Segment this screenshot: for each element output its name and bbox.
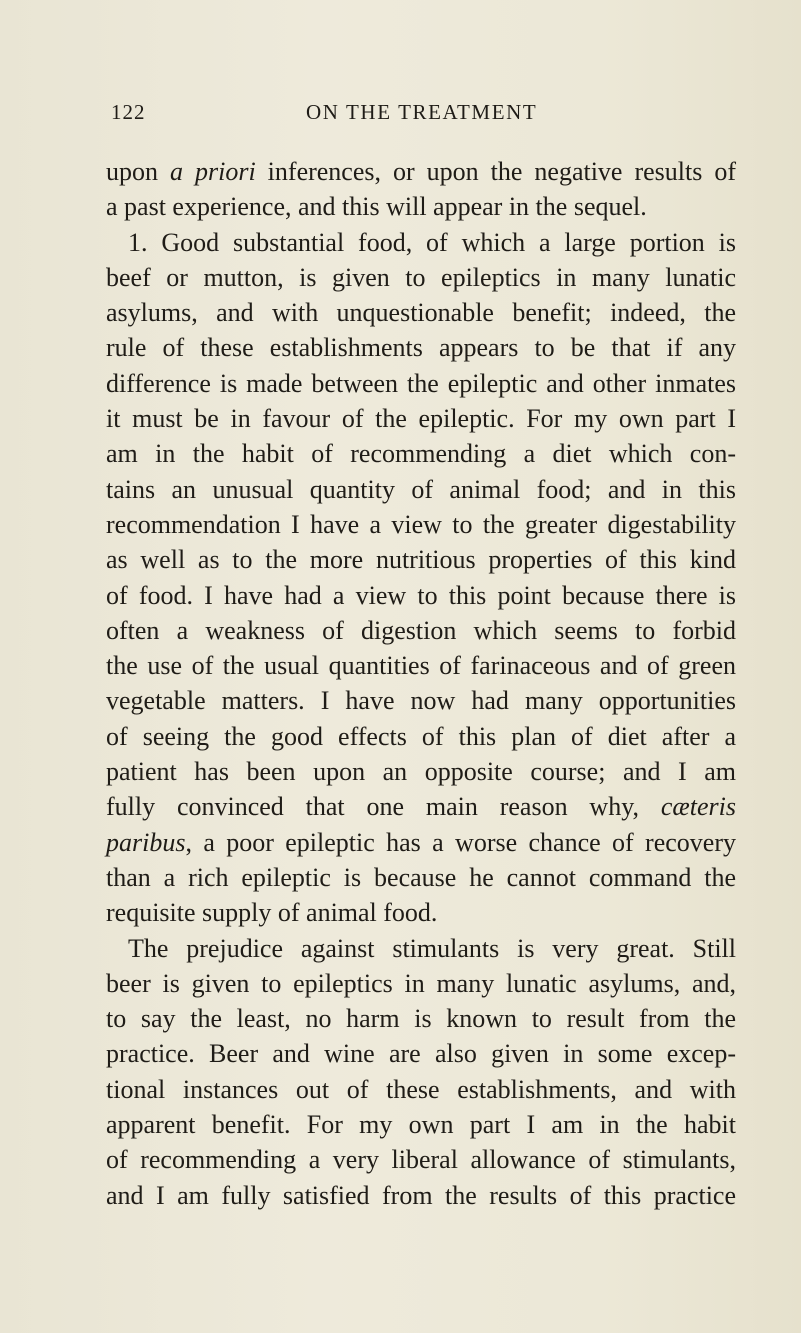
text-line bbox=[106, 895, 736, 930]
text-line bbox=[106, 1107, 736, 1142]
text-line bbox=[106, 1178, 736, 1213]
text-line bbox=[106, 1142, 736, 1177]
text-segment: patient has been upon an opposite course; and I am bbox=[106, 757, 736, 787]
text-segment: tional instances out of these establishments, and with bbox=[106, 1074, 736, 1104]
text-segment: inferences, or upon the negative results of bbox=[255, 157, 736, 186]
text-line bbox=[106, 1001, 736, 1036]
text-segment: than a rich epileptic is because he cannot command the bbox=[106, 862, 736, 892]
page-number: 122 bbox=[111, 100, 146, 124]
text-segment: requisite supply of animal food. bbox=[106, 898, 438, 928]
text-segment: beer is given to epileptics in many lunatic asylums, and, bbox=[106, 968, 736, 998]
text-line bbox=[106, 683, 736, 718]
italic-text: a priori bbox=[170, 157, 256, 186]
text-line bbox=[106, 401, 736, 436]
text-line bbox=[106, 1036, 736, 1071]
text-line bbox=[106, 295, 736, 330]
text-segment: of food. I have had a view to this point because there is bbox=[106, 580, 736, 610]
text-segment: apparent benefit. For my own part I am in the habit bbox=[106, 1110, 736, 1140]
text-line bbox=[106, 648, 736, 683]
text-segment: upon bbox=[106, 157, 170, 186]
text-segment: , a poor epileptic has a worse chance of recovery bbox=[185, 827, 736, 857]
body-text bbox=[106, 154, 736, 1213]
text-line bbox=[106, 613, 736, 648]
text-line bbox=[106, 472, 736, 507]
text-line bbox=[106, 436, 736, 471]
text-segment: it must be in favour of the epileptic. For my own part I bbox=[106, 404, 736, 434]
text-line bbox=[106, 154, 736, 189]
text-segment: to say the least, no harm is known to result from the bbox=[106, 1004, 736, 1034]
text-line bbox=[106, 825, 736, 860]
text-segment: am in the habit of recommending a diet which con- bbox=[106, 439, 736, 469]
text-segment: a past experience, and this will appear in the sequel. bbox=[106, 192, 647, 222]
italic-text: paribus bbox=[106, 827, 186, 857]
text-line bbox=[106, 189, 736, 224]
text-segment: often a weakness of digestion which seems to forbid bbox=[106, 615, 736, 645]
text-segment: asylums, and with unquestionable benefit; indeed, the bbox=[106, 298, 736, 328]
text-line bbox=[106, 507, 736, 542]
text-segment: 1. Good substantial food, of which a large portion is bbox=[128, 227, 736, 257]
text-line bbox=[106, 330, 736, 365]
text-line bbox=[106, 578, 736, 613]
text-line bbox=[106, 860, 736, 895]
text-segment: rule of these establishments appears to be that if any bbox=[106, 333, 736, 363]
running-head: ON THE TREATMENT bbox=[306, 100, 538, 124]
text-line bbox=[106, 966, 736, 1001]
text-line bbox=[106, 754, 736, 789]
text-line bbox=[106, 789, 736, 824]
text-line bbox=[106, 542, 736, 577]
text-segment: tains an unusual quantity of animal food; and in this bbox=[106, 474, 736, 504]
text-line bbox=[106, 1072, 736, 1107]
text-line bbox=[106, 931, 736, 966]
text-segment: as well as to the more nutritious properties of this kind bbox=[106, 545, 736, 575]
text-line bbox=[106, 225, 736, 260]
text-segment: fully convinced that one main reason why, bbox=[106, 792, 661, 822]
page-header bbox=[111, 100, 656, 130]
text-segment: recommendation I have a view to the greater digestability bbox=[106, 509, 736, 539]
italic-text: cæteris bbox=[660, 792, 736, 822]
text-segment: and I am fully satisfied from the results of this practice bbox=[106, 1180, 736, 1210]
text-line bbox=[106, 719, 736, 754]
text-segment: of recommending a very liberal allowance of stimulants, bbox=[106, 1145, 736, 1175]
text-segment: of seeing the good effects of this plan of diet after a bbox=[106, 721, 736, 751]
text-line bbox=[106, 260, 736, 295]
text-segment: vegetable matters. I have now had many opportunities bbox=[106, 686, 736, 716]
text-segment: the use of the usual quantities of farinaceous and of green bbox=[106, 651, 736, 681]
text-line bbox=[106, 366, 736, 401]
text-segment: difference is made between the epileptic and other inmates bbox=[106, 368, 736, 398]
text-segment: practice. Beer and wine are also given in some excep- bbox=[106, 1039, 736, 1069]
text-segment: beef or mutton, is given to epileptics in many lunatic bbox=[106, 262, 736, 292]
text-segment: The prejudice against stimulants is very great. Still bbox=[128, 933, 736, 963]
